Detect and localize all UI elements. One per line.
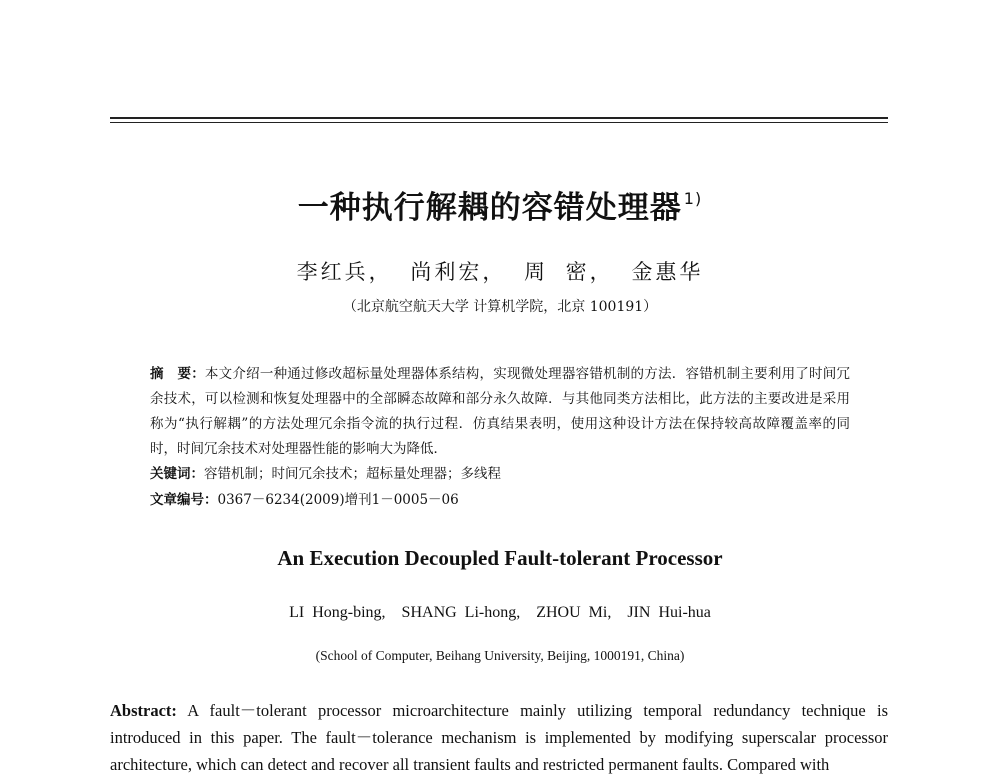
abstract-cn — [150, 362, 850, 462]
page-title-cn — [0, 182, 1000, 227]
top-rule — [110, 117, 888, 119]
abstract-en — [110, 697, 888, 778]
title-cn-text: 一种执行解耦的容错处理器 — [297, 190, 682, 226]
authors-en: LI Hong-bing, SHANG Li-hong, ZHOU Mi, JIN Hui-hua — [289, 604, 711, 621]
abstract-cn-label: 摘 要： — [150, 366, 205, 382]
page-title-en: An Execution Decoupled Fault-tolerant Processor — [277, 546, 723, 570]
title-footnote-mark[interactable]: 1) — [683, 189, 703, 208]
article-number-text: 0367－6234(2009)增刊1－0005－06 — [217, 492, 459, 508]
abstract-cn-text: 本文介绍一种通过修改超标量处理器体系结构，实现微处理器容错机制的方法．容错机制主要利用了时间冗余技术，可以检测和恢复处理器中的全部瞬态故障和部分永久故障．与其他同类方法相比，此方法的主要改进是采用称为“执行解耦”的方法处理冗余指令流的执行过程．仿真结果表明，使用这种设计方法在保持较高故障覆盖率的同时，时间冗余技术对处理器性能的影响大为降低． — [150, 366, 851, 457]
authors-cn: 李红兵， 尚利宏， 周 密， 金惠华 — [296, 260, 704, 284]
top-rule-thin — [110, 122, 888, 123]
keywords-cn-label: 关键词： — [150, 466, 204, 482]
keywords-cn-text: 容错机制；时间冗余技术；超标量处理器；多线程 — [204, 466, 501, 482]
affiliation-cn: （北京航空航天大学 计算机学院，北京 100191） — [342, 299, 658, 315]
abstract-en-text: A fault－tolerant processor microarchitecture mainly utilizing temporal redundancy technique is introduced in this paper. The fault－tolerance mechanism is implemented by modifying superscalar processor architecture, which can detect and recover all transient faults and restricted permanent faults. Compared with — [110, 701, 888, 774]
keywords-cn — [150, 462, 850, 482]
affiliation-en: (School of Computer, Beihang University, Beijing, 1000191, China) — [315, 648, 685, 663]
abstract-en-label: Abstract: — [110, 701, 177, 720]
article-number-label: 文章编号： — [150, 492, 218, 508]
article-number-cn — [150, 488, 850, 508]
